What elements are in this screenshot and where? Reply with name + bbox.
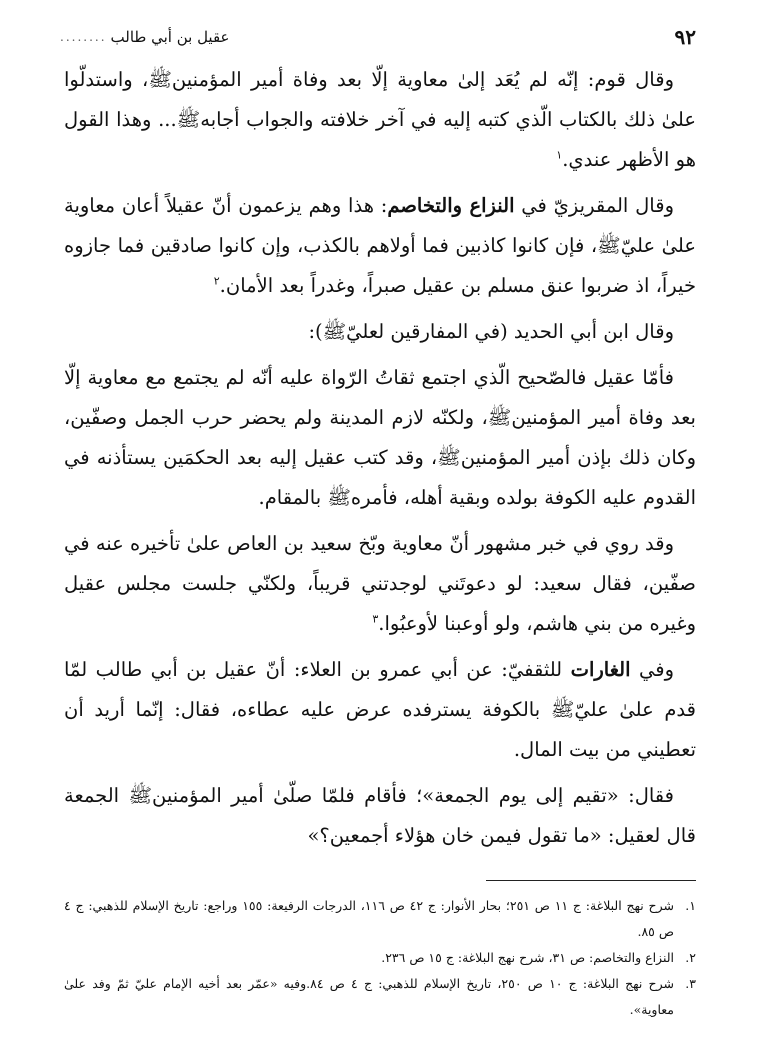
book-title: الغارات xyxy=(570,658,631,681)
paragraph-text: وقال قوم: إنّه لم يُعَد إلىٰ معاوية إلّا بعد وفاة أمير المؤمنينﷺ، واستدلّوا علىٰ ذلك بالكتاب الّذي كتبه إليه في آخر خلافته والجواب أجابهﷺ... وهذا القول هو الأظهر عندي. xyxy=(64,68,696,171)
footnote-ref: ٣ xyxy=(372,612,379,626)
paragraph-text: فأمّا عقيل فالصّحيح الّذي اجتمع ثقاتُ الرّواة عليه أنّه لم يجتمع مع معاوية إلّا بعد وفاة أمير المؤمنينﷺ، ولكنّه لازم المدينة ولم يحضر حرب الجمل وصفّين، وكان ذلك بإذن أمير المؤمنينﷺ، وقد كتب عقيل إليه بعد الحكمَين يستأذنه في القدوم عليه الكوفة بولده وبقية أهله، فأمرهﷺ بالمقام. xyxy=(64,366,696,509)
running-title-dots: ........ xyxy=(60,30,107,44)
paragraph-5 xyxy=(64,524,696,644)
paragraph-prefix: وفي xyxy=(630,658,674,681)
paragraph-text: وقال ابن أبي الحديد (في المفارقين لعليّﷺ): xyxy=(308,320,674,343)
paragraph-text: : هذا وهم يزعمون أنّ عقيلاً أعان معاوية علىٰ عليّﷺ، فإن كانوا كاذبين فما أولاهم بالكذب، وإن كانوا صادقين فما جازوه خيراً، اذ ضربوا عنق مسلم بن عقيل صبراً، وغدراً بعد الأمان. xyxy=(64,194,696,297)
book-title: النزاع والتخاصم xyxy=(387,194,515,217)
running-title xyxy=(60,28,230,46)
footnote-number: ١. xyxy=(685,898,696,913)
page-number: ٩٢ xyxy=(674,25,696,49)
footnote-ref: ١ xyxy=(556,148,563,162)
footnote-divider xyxy=(486,880,696,881)
paragraph-text: وقد روي في خبر مشهور أنّ معاوية وبّخ سعيد بن العاص علىٰ تأخيره عنه في صفّين، فقال سعيد: لو دعوتَني لوجدتني قريباً، ولكنّي جلست مجلس عقيل وغيره من بني هاشم، ولو أوعبنا لأوعبُوا. xyxy=(64,532,696,635)
paragraph-1 xyxy=(64,60,696,180)
paragraph-text: للثقفيّ: عن أبي عمرو بن العلاء: أنّ عقيل بن أبي طالب لمّا قدم علىٰ عليّﷺ بالكوفة يسترفده عرض عليه عطاءه، فقال: إنّما أريد أن تعطيني من بيت المال. xyxy=(64,658,696,761)
running-title-text: عقيل بن أبي طالب xyxy=(110,28,230,46)
paragraph-7 xyxy=(64,776,696,856)
footnote-1 xyxy=(64,893,696,945)
running-header xyxy=(60,22,696,52)
main-text xyxy=(64,60,696,862)
footnotes xyxy=(64,893,696,1023)
footnote-2 xyxy=(64,945,696,971)
footnote-number: ٣. xyxy=(685,976,696,991)
footnote-3 xyxy=(64,971,696,1023)
paragraph-4 xyxy=(64,358,696,518)
footnote-number: ٢. xyxy=(685,950,696,965)
paragraph-3 xyxy=(64,312,696,352)
footnote-text: شرح نهج البلاغة: ج ١٠ ص ٢٥٠، تاريخ الإسلام للذهبي: ج ٤ ص ٨٤.وفيه «عمّر بعد أخيه الإمام عليّ ثمّ وفد علىٰ معاوية». xyxy=(64,976,675,1017)
paragraph-text: فقال: «تقيم إلى يوم الجمعة»؛ فأقام فلمّا صلّىٰ أمير المؤمنينﷺ الجمعة قال لعقيل: «ما تقول فيمن خان هؤلاء أجمعين؟» xyxy=(64,784,696,847)
paragraph-6 xyxy=(64,650,696,770)
paragraph-prefix: وقال المقريزيّ في xyxy=(514,194,674,217)
footnote-ref: ٢ xyxy=(213,274,220,288)
footnote-text: النزاع والتخاصم: ص ٣١، شرح نهج البلاغة: ج ١٥ ص ٢٣٦. xyxy=(381,950,674,965)
paragraph-2 xyxy=(64,186,696,306)
footnote-text: شرح نهج البلاغة: ج ١١ ص ٢٥١؛ بحار الأنوار: ج ٤٢ ص ١١٦، الدرجات الرفيعة: ١٥٥ وراجع: تاريخ الإسلام للذهبي: ج ٤ ص ٨٥. xyxy=(64,898,675,939)
